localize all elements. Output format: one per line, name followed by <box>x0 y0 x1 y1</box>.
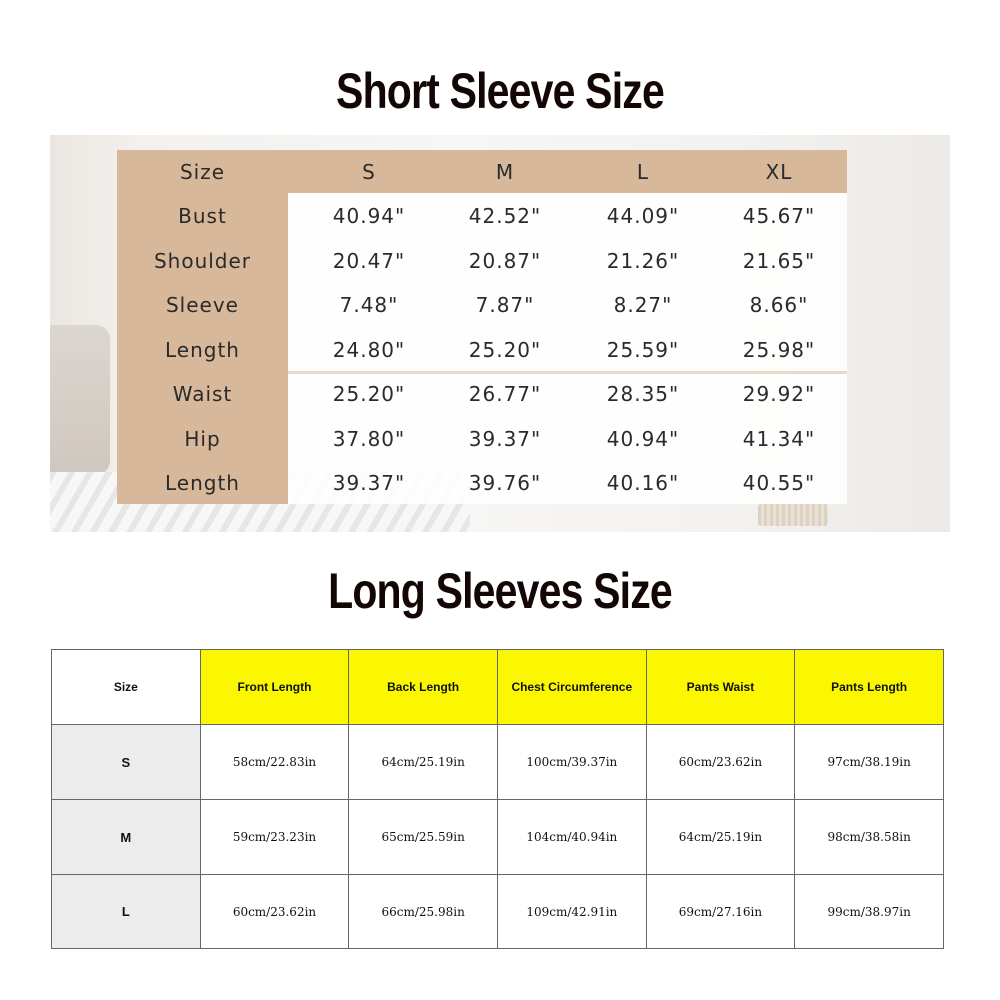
long-cell: 66cm/25.98in <box>349 875 498 949</box>
short-sleeve-cell: 44.09" <box>606 204 680 228</box>
long-header-chest-circumference: Chest Circumference <box>497 650 646 725</box>
short-sleeve-header-size: Size <box>179 160 226 184</box>
short-sleeve-row-label: Hip <box>184 427 221 451</box>
short-sleeve-title: Short Sleeve Size <box>336 63 664 119</box>
long-cell: 69cm/27.16in <box>646 875 795 949</box>
long-cell: 60cm/23.62in <box>200 875 349 949</box>
long-cell: 59cm/23.23in <box>200 800 349 875</box>
basket-shape <box>758 504 828 526</box>
short-sleeve-cell: 25.59" <box>606 338 680 362</box>
short-sleeve-cell: 20.47" <box>332 249 406 273</box>
long-cell: 100cm/39.37in <box>497 725 646 800</box>
long-sleeves-table <box>51 649 944 949</box>
long-cell: 99cm/38.97in <box>795 875 944 949</box>
short-sleeve-cell: 20.87" <box>468 249 542 273</box>
short-sleeve-row-label: Waist <box>172 382 233 406</box>
short-sleeve-row-label: Bust <box>178 204 227 228</box>
short-sleeve-cell: 39.76" <box>468 471 542 495</box>
short-sleeve-header-m: M <box>495 160 515 184</box>
short-sleeve-cell: 45.67" <box>742 204 816 228</box>
long-header-pants-length: Pants Length <box>795 650 944 725</box>
long-cell: 64cm/25.19in <box>349 725 498 800</box>
short-sleeve-cell: 21.65" <box>742 249 816 273</box>
short-sleeve-row-label: Shoulder <box>153 249 252 273</box>
long-header-back-length: Back Length <box>349 650 498 725</box>
long-cell: 109cm/42.91in <box>497 875 646 949</box>
long-cell: 65cm/25.59in <box>349 800 498 875</box>
short-sleeve-header-xl: XL <box>765 160 793 184</box>
long-row-size: L <box>52 875 201 949</box>
long-row-size: M <box>52 800 201 875</box>
long-sleeves-title: Long Sleeves Size <box>328 563 672 619</box>
long-cell: 60cm/23.62in <box>646 725 795 800</box>
short-sleeve-header-l: L <box>636 160 650 184</box>
short-sleeve-cell: 41.34" <box>742 427 816 451</box>
short-sleeve-cell: 37.80" <box>332 427 406 451</box>
short-sleeve-cell: 7.48" <box>339 293 399 317</box>
short-sleeve-row-label: Sleeve <box>165 293 239 317</box>
short-sleeve-cell: 25.20" <box>332 382 406 406</box>
short-sleeve-cell: 25.20" <box>468 338 542 362</box>
long-cell: 104cm/40.94in <box>497 800 646 875</box>
long-header-front-length: Front Length <box>200 650 349 725</box>
long-sleeves-header-row <box>52 650 944 725</box>
long-cell: 64cm/25.19in <box>646 800 795 875</box>
table-row <box>52 875 944 949</box>
long-cell: 97cm/38.19in <box>795 725 944 800</box>
table-row <box>52 725 944 800</box>
short-sleeve-cell: 42.52" <box>468 204 542 228</box>
short-sleeve-cell: 40.55" <box>742 471 816 495</box>
long-header-pants-waist: Pants Waist <box>646 650 795 725</box>
short-sleeve-row-label: Length <box>165 338 240 362</box>
short-sleeve-cell: 24.80" <box>332 338 406 362</box>
long-cell: 98cm/38.58in <box>795 800 944 875</box>
short-sleeve-cell: 40.94" <box>606 427 680 451</box>
long-header-size: Size <box>52 650 201 725</box>
short-sleeve-cell: 8.27" <box>613 293 673 317</box>
long-cell: 58cm/22.83in <box>200 725 349 800</box>
short-sleeve-row-label: Length <box>165 471 240 495</box>
short-sleeve-cell: 40.16" <box>606 471 680 495</box>
short-sleeve-cell: 39.37" <box>332 471 406 495</box>
short-sleeve-cell: 28.35" <box>606 382 680 406</box>
long-row-size: S <box>52 725 201 800</box>
short-sleeve-cell: 39.37" <box>468 427 542 451</box>
short-sleeve-table <box>117 150 847 504</box>
sofa-shape <box>50 325 110 475</box>
short-sleeve-cell: 7.87" <box>475 293 535 317</box>
short-sleeve-divider <box>288 371 847 374</box>
short-sleeve-cell: 21.26" <box>606 249 680 273</box>
short-sleeve-cell: 8.66" <box>749 293 809 317</box>
short-sleeve-cell: 25.98" <box>742 338 816 362</box>
short-sleeve-cell: 29.92" <box>742 382 816 406</box>
table-row <box>52 800 944 875</box>
short-sleeve-header-s: S <box>362 160 376 184</box>
short-sleeve-cell: 26.77" <box>468 382 542 406</box>
short-sleeve-cell: 40.94" <box>332 204 406 228</box>
